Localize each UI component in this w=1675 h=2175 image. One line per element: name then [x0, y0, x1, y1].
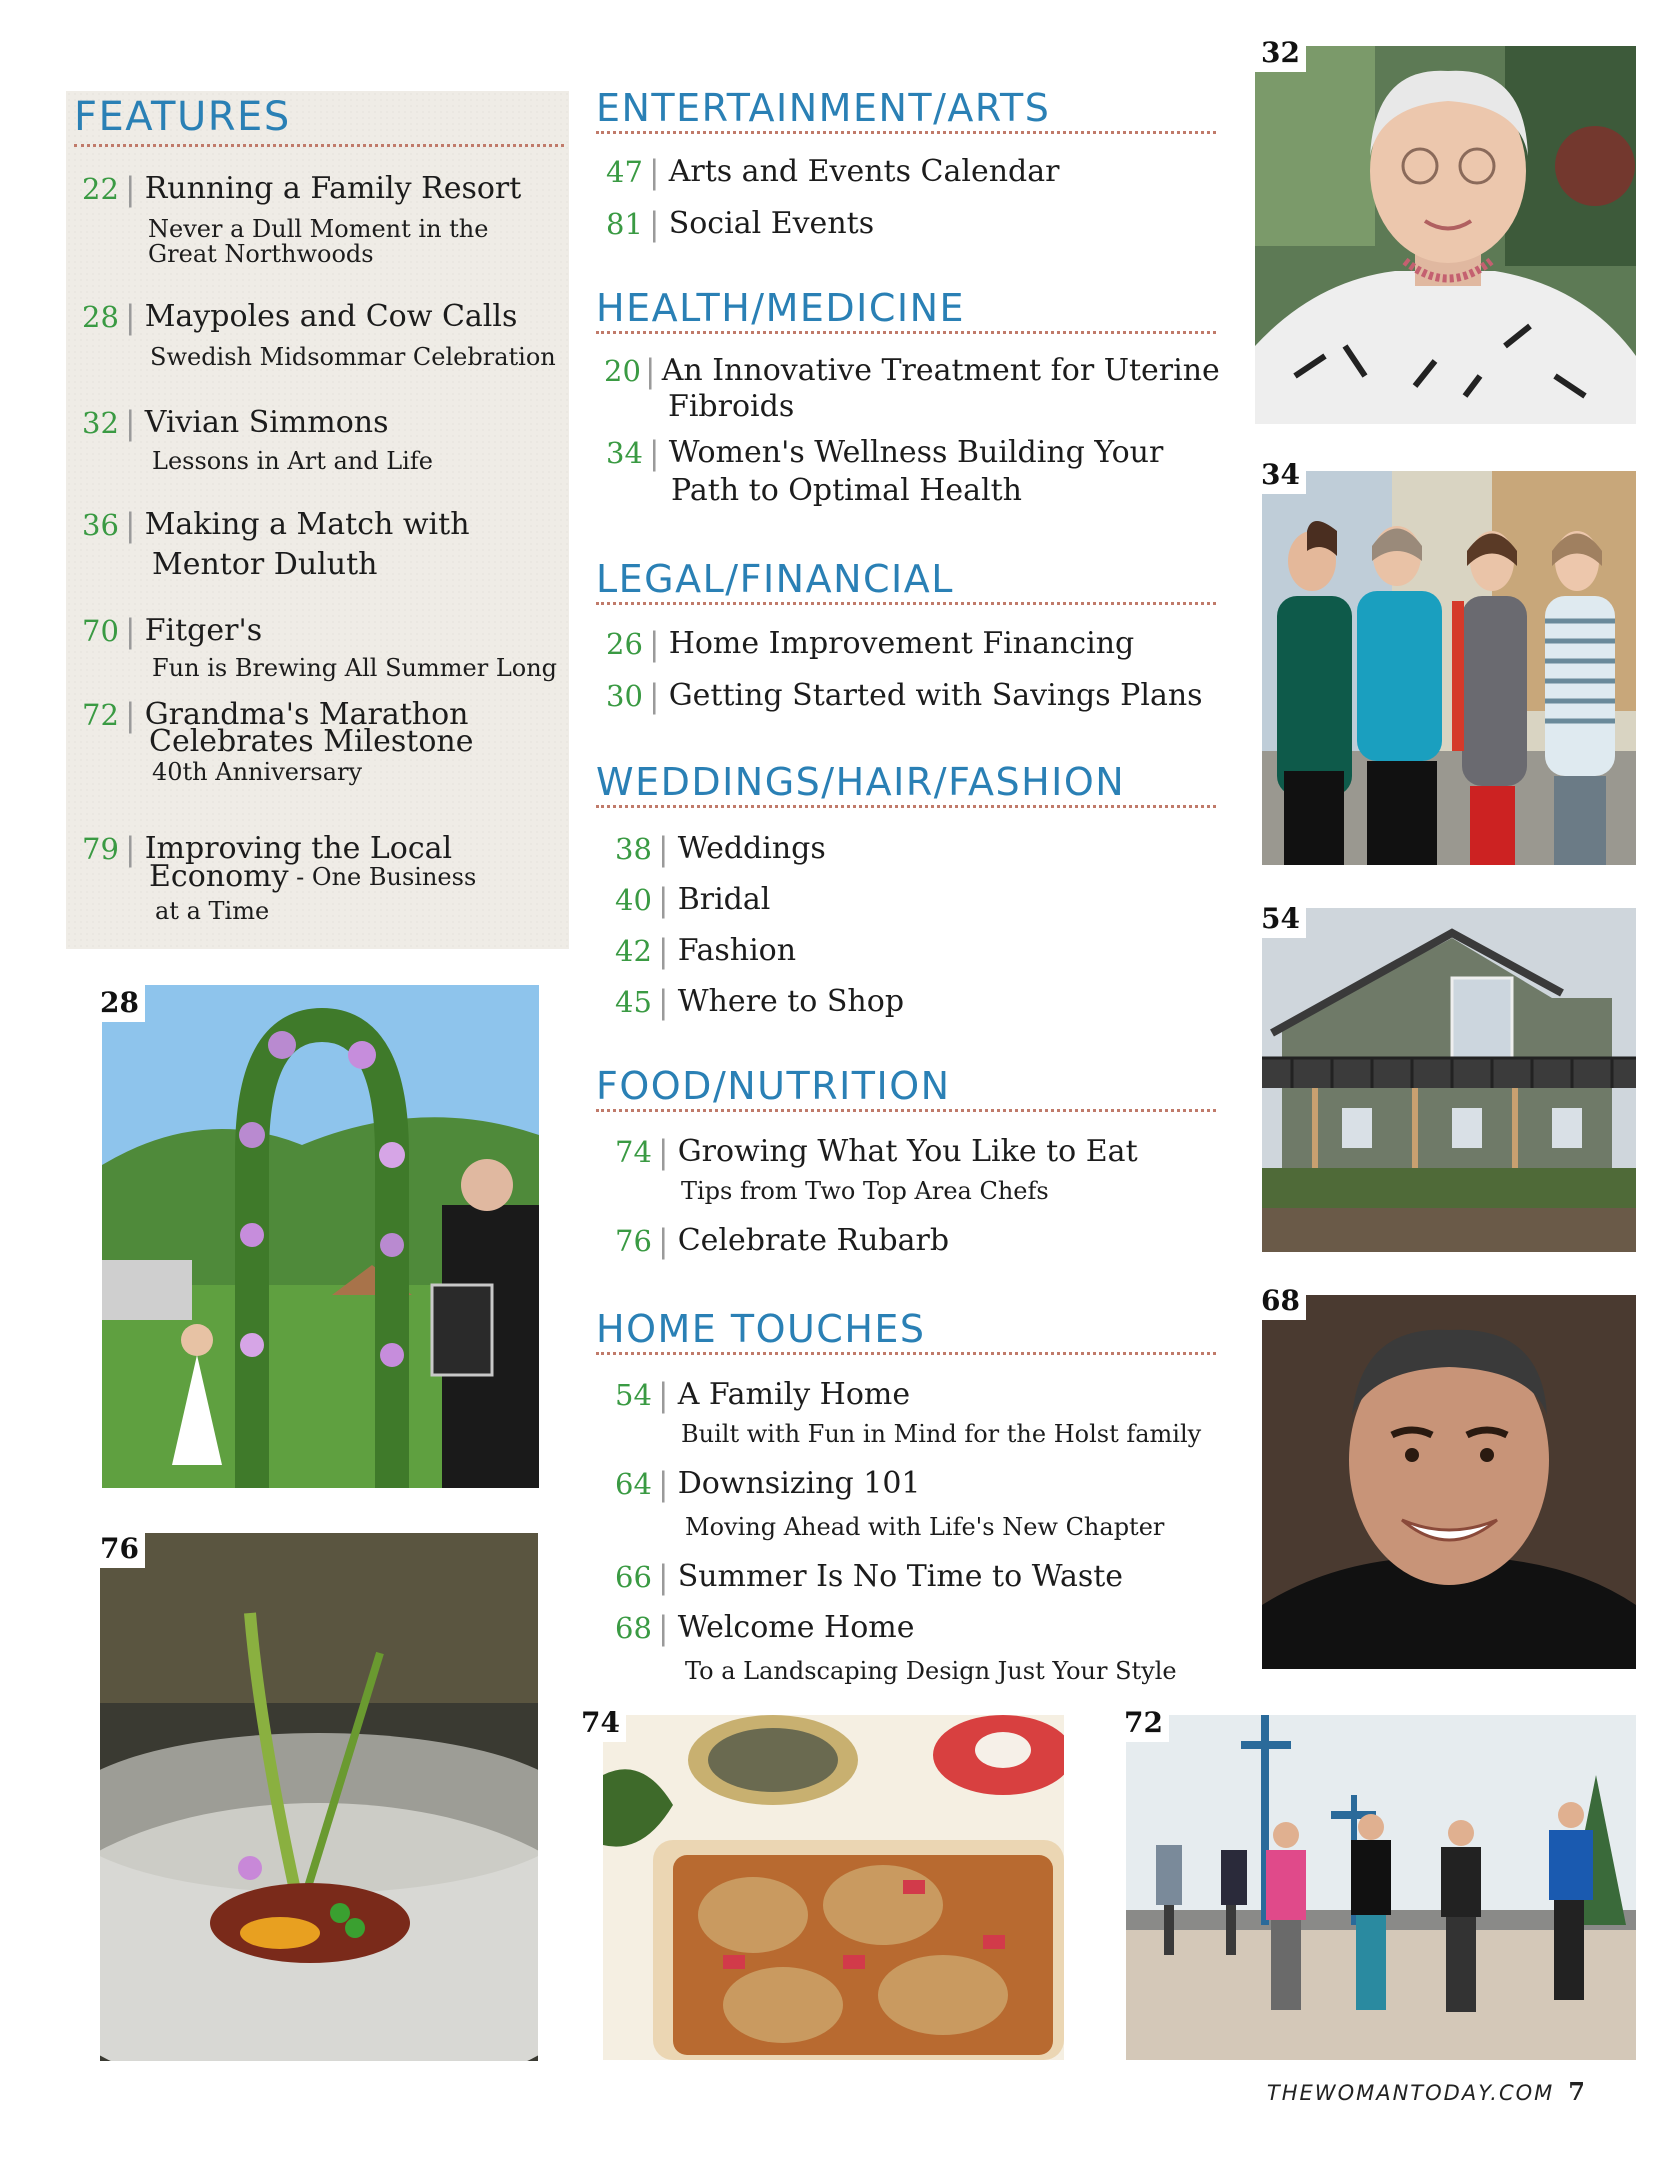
article-title: Bridal [677, 882, 771, 917]
article-title: Summer Is No Time to Waste [677, 1559, 1124, 1594]
page-number: 40 [615, 883, 652, 917]
article-subtitle: Swedish Midsommar Celebration [150, 343, 556, 371]
section-divider [596, 805, 1216, 808]
article-title: Growing What You Like to Eat [677, 1134, 1138, 1169]
section-divider [596, 331, 1216, 334]
article-subtitle: To a Landscaping Design Just Your Style [685, 1657, 1177, 1685]
page-number: 45 [615, 985, 652, 1019]
photo-page-label: 28 [94, 984, 145, 1022]
page-number: 38 [615, 832, 652, 866]
toc-item[interactable]: 30 | Getting Started with Savings Plans [606, 677, 1203, 715]
toc-item[interactable]: 66 | Summer Is No Time to Waste [615, 1558, 1124, 1596]
page-footer [1267, 2077, 1585, 2106]
article-title: Downsizing 101 [677, 1466, 921, 1501]
section-divider [596, 602, 1216, 605]
article-title: Vivian Simmons [144, 405, 389, 440]
features-item-2[interactable]: 28 | Maypoles and Cow Calls [82, 298, 518, 336]
article-title: An Innovative Treatment for Uterine [661, 353, 1220, 388]
features-heading: FEATURES [74, 94, 291, 140]
photo-welcome-home[interactable] [1262, 1295, 1636, 1669]
photo-food-dish[interactable] [603, 1715, 1064, 2060]
features-item-3[interactable]: 32 | Vivian Simmons [82, 404, 389, 442]
article-title: Running a Family Resort [144, 171, 522, 206]
article-title: Weddings [677, 831, 826, 866]
article-title-continued: Celebrates Milestone [149, 724, 474, 759]
page-number: 28 [82, 300, 119, 334]
photo-page-label: 72 [1118, 1704, 1169, 1742]
section-divider [596, 131, 1216, 134]
article-subtitle: Lessons in Art and Life [152, 447, 433, 475]
article-subtitle: Built with Fun in Mind for the Holst family [681, 1420, 1202, 1448]
photo-maypole[interactable] [102, 985, 539, 1488]
toc-item[interactable]: 68 | Welcome Home [615, 1609, 915, 1647]
toc-item[interactable]: 54 | A Family Home [615, 1376, 911, 1414]
section-divider [596, 1352, 1216, 1355]
site-url[interactable]: THEWOMANTODAY.COM [1266, 2081, 1555, 2105]
health-heading: HEALTH/MEDICINE [596, 286, 966, 330]
page-number: 81 [606, 207, 643, 241]
page-number: 36 [82, 508, 119, 542]
photo-womens-wellness[interactable] [1262, 471, 1636, 865]
article-title: Social Events [668, 206, 875, 241]
article-title: Fitger's [144, 613, 263, 648]
features-item-5[interactable]: 70 | Fitger's [82, 612, 263, 650]
article-title: Where to Shop [677, 984, 905, 1019]
features-item-7[interactable]: 79 | Improving the Local [82, 830, 453, 868]
entertainment-heading: ENTERTAINMENT/ARTS [596, 86, 1051, 130]
features-item-1[interactable]: 22 | Running a Family Resort [82, 170, 522, 208]
page-number: 74 [615, 1135, 652, 1169]
article-subtitle: Never a Dull Moment in the [148, 215, 489, 243]
article-title: Welcome Home [677, 1610, 915, 1645]
article-title: A Family Home [677, 1377, 911, 1412]
home-heading: HOME TOUCHES [596, 1307, 926, 1351]
article-subtitle: Tips from Two Top Area Chefs [681, 1177, 1049, 1205]
toc-item[interactable]: 76 | Celebrate Rubarb [615, 1222, 950, 1260]
page-number: 66 [615, 1560, 652, 1594]
article-title-suffix: - One Business [288, 863, 477, 891]
food-heading: FOOD/NUTRITION [596, 1064, 951, 1108]
article-title: Fashion [677, 933, 797, 968]
article-title-part: Economy [149, 859, 289, 894]
photo-gourmet-dish[interactable] [100, 1533, 538, 2061]
section-divider [596, 1109, 1216, 1112]
page-number: 42 [615, 934, 652, 968]
photo-page-label: 54 [1255, 900, 1306, 938]
toc-item[interactable]: 38 | Weddings [615, 830, 826, 868]
article-subtitle: Moving Ahead with Life's New Chapter [685, 1513, 1165, 1541]
toc-item[interactable]: 64 | Downsizing 101 [615, 1465, 921, 1503]
page-number: 22 [82, 172, 119, 206]
article-title: Celebrate Rubarb [677, 1223, 950, 1258]
toc-item[interactable]: 20 | An Innovative Treatment for Uterine [604, 352, 1220, 390]
page-number: 26 [606, 627, 643, 661]
article-title: Arts and Events Calendar [668, 154, 1060, 189]
article-title: Grandma's Marathon [144, 697, 469, 732]
page-number: 30 [606, 679, 643, 713]
features-item-6[interactable]: 72 | Grandma's Marathon [82, 696, 469, 734]
page-number: 70 [82, 614, 119, 648]
photo-page-label: 34 [1255, 456, 1306, 494]
weddings-heading: WEDDINGS/HAIR/FASHION [596, 760, 1126, 804]
legal-heading: LEGAL/FINANCIAL [596, 557, 954, 601]
page-number: 79 [82, 832, 119, 866]
page-number: 76 [615, 1224, 652, 1258]
toc-item[interactable]: 81 | Social Events [606, 205, 875, 243]
toc-item[interactable]: 45 | Where to Shop [615, 983, 905, 1021]
article-title: Home Improvement Financing [668, 626, 1135, 661]
page-number: 32 [82, 406, 119, 440]
article-title: Improving the Local [144, 831, 453, 866]
photo-page-label: 32 [1255, 34, 1306, 72]
photo-family-home[interactable] [1262, 908, 1636, 1252]
toc-item[interactable]: 26 | Home Improvement Financing [606, 625, 1135, 663]
article-title-continued: Fibroids [668, 389, 795, 424]
article-title-continued [149, 859, 477, 895]
toc-item[interactable]: 34 | Women's Wellness Building Your [606, 434, 1164, 472]
article-subtitle: Great Northwoods [148, 240, 374, 268]
features-divider [74, 144, 564, 147]
article-title: Women's Wellness Building Your [668, 435, 1164, 470]
article-title-continued: Path to Optimal Health [671, 473, 1022, 508]
article-title: Making a Match with [144, 507, 470, 542]
features-item-4[interactable]: 36 | Making a Match with [82, 506, 470, 544]
photo-page-label: 68 [1255, 1282, 1306, 1320]
page-number: 47 [606, 155, 643, 189]
page-number-footer: 7 [1568, 2077, 1585, 2106]
toc-item[interactable]: 47 | Arts and Events Calendar [606, 153, 1060, 191]
toc-item[interactable]: 42 | Fashion [615, 932, 797, 970]
article-title-continued: Mentor Duluth [152, 547, 378, 582]
toc-item[interactable]: 74 | Growing What You Like to Eat [615, 1133, 1138, 1171]
photo-vivian-simmons[interactable] [1255, 46, 1636, 424]
article-title: Getting Started with Savings Plans [668, 678, 1203, 713]
page-number: 72 [82, 698, 119, 732]
page-number: 54 [615, 1378, 652, 1412]
photo-page-label: 74 [575, 1704, 626, 1742]
photo-marathon-runners[interactable] [1126, 1715, 1636, 2060]
article-title: Maypoles and Cow Calls [144, 299, 518, 334]
article-subtitle: 40th Anniversary [152, 758, 363, 786]
page-number: 68 [615, 1611, 652, 1645]
page-number: 20 [604, 354, 641, 388]
page-number: 34 [606, 436, 643, 470]
photo-page-label: 76 [94, 1530, 145, 1568]
article-subtitle: Fun is Brewing All Summer Long [152, 654, 558, 682]
toc-item[interactable]: 40 | Bridal [615, 881, 771, 919]
article-subtitle: at a Time [155, 897, 270, 925]
page-number: 64 [615, 1467, 652, 1501]
